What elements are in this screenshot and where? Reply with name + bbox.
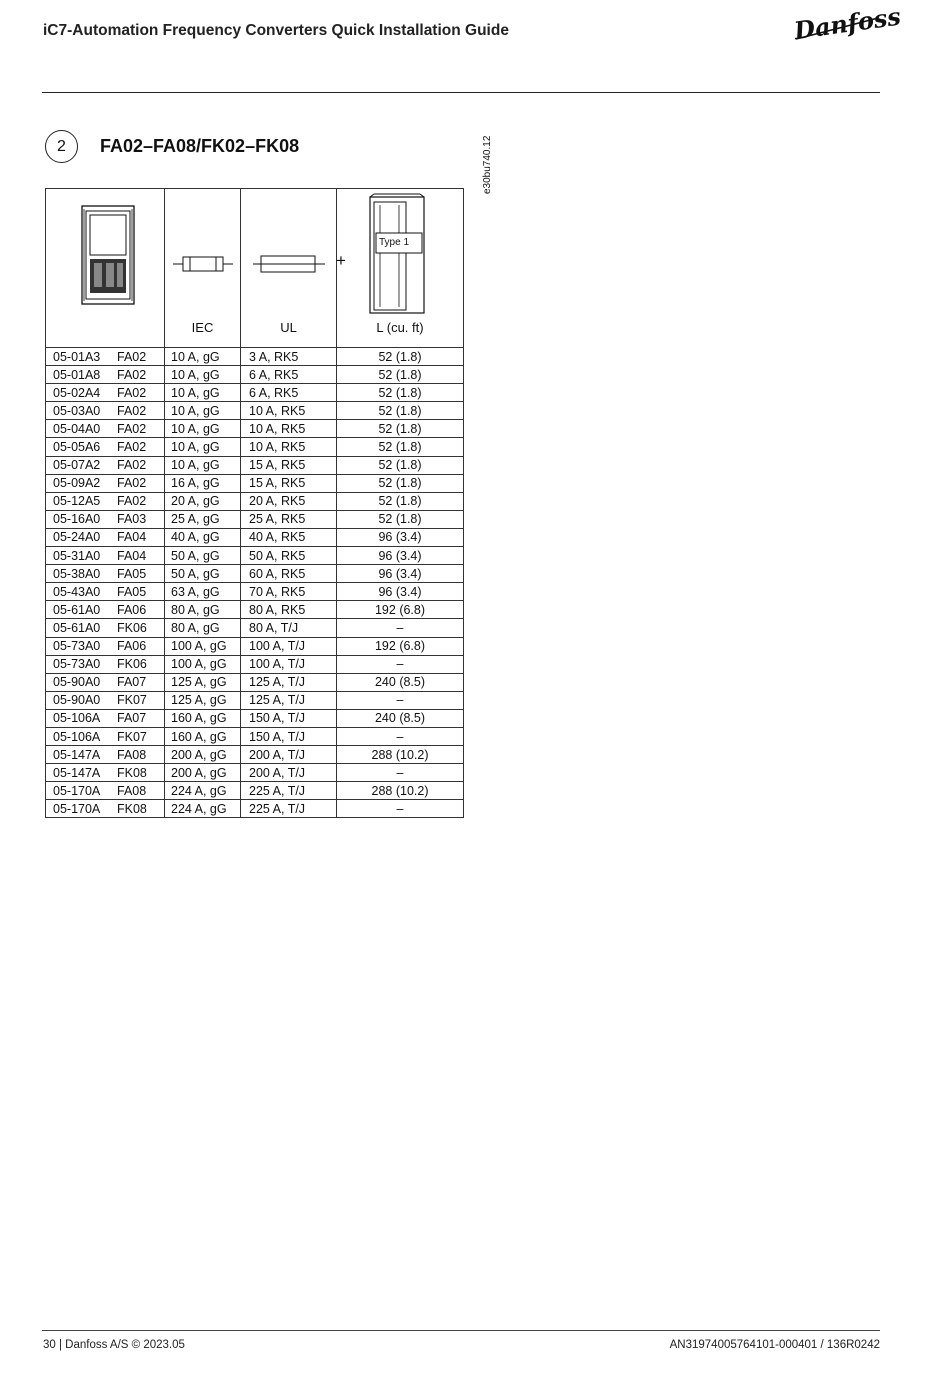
model-cell (46, 547, 165, 565)
model-code: 05-43A0 (53, 584, 101, 599)
enclosure-volume-cell: 52 (1.8) (337, 402, 464, 420)
iec-fuse-cell: 125 A, gG (165, 673, 241, 691)
table-row (46, 547, 464, 565)
frame-size: FK06 (117, 657, 147, 672)
frame-size: FA02 (117, 367, 147, 382)
iec-fuse-cell: 20 A, gG (165, 492, 241, 510)
enclosure-volume-cell: 52 (1.8) (337, 366, 464, 384)
enclosure-volume-cell: 52 (1.8) (337, 438, 464, 456)
model-cell (46, 727, 165, 745)
model-cell (46, 438, 165, 456)
model-code: 05-73A0 (53, 657, 101, 672)
ul-fuse-cell: 40 A, RK5 (241, 528, 337, 546)
table-row (46, 637, 464, 655)
table-row (46, 565, 464, 583)
iec-fuse-cell: 40 A, gG (165, 528, 241, 546)
table-row (46, 619, 464, 637)
ul-fuse-cell: 150 A, T/J (241, 727, 337, 745)
model-code: 05-12A5 (53, 494, 101, 509)
model-code: 05-147A (53, 747, 101, 762)
model-code: 05-31A0 (53, 548, 101, 563)
enclosure-volume-cell: 96 (3.4) (337, 583, 464, 601)
iec-fuse-cell: 160 A, gG (165, 727, 241, 745)
model-code: 05-16A0 (53, 512, 101, 527)
enclosure-column-header (337, 189, 464, 348)
model-cell (46, 492, 165, 510)
model-code: 05-09A2 (53, 476, 101, 491)
model-cell (46, 637, 165, 655)
frame-size: FA06 (117, 639, 147, 654)
iec-fuse-cell: 224 A, gG (165, 800, 241, 818)
footer-divider (42, 1330, 880, 1331)
iec-fuse-cell: 224 A, gG (165, 782, 241, 800)
model-code: 05-02A4 (53, 385, 101, 400)
model-cell (46, 348, 165, 366)
enclosure-volume-cell: 96 (3.4) (337, 565, 464, 583)
enclosure-volume-cell: – (337, 727, 464, 745)
model-cell (46, 402, 165, 420)
iec-fuse-cell: 10 A, gG (165, 438, 241, 456)
enclosure-volume-cell: 240 (8.5) (337, 673, 464, 691)
ul-fuse-cell: 60 A, RK5 (241, 565, 337, 583)
model-code: 05-90A0 (53, 675, 101, 690)
table-row (46, 402, 464, 420)
table-row (46, 528, 464, 546)
ul-fuse-cell: 200 A, T/J (241, 746, 337, 764)
model-code: 05-90A0 (53, 693, 101, 708)
iec-fuse-cell: 10 A, gG (165, 456, 241, 474)
frame-size: FK06 (117, 620, 147, 635)
enclosure-volume-cell: 52 (1.8) (337, 420, 464, 438)
model-code: 05-38A0 (53, 566, 101, 581)
model-cell (46, 474, 165, 492)
table-row (46, 438, 464, 456)
iec-fuse-cell: 10 A, gG (165, 348, 241, 366)
iec-fuse-cell: 80 A, gG (165, 601, 241, 619)
ul-fuse-cell: 10 A, RK5 (241, 402, 337, 420)
enclosure-volume-cell: 192 (6.8) (337, 601, 464, 619)
iec-fuse-cell: 10 A, gG (165, 402, 241, 420)
enclosure-volume-cell: 52 (1.8) (337, 510, 464, 528)
iec-column-header (165, 189, 241, 348)
model-cell (46, 619, 165, 637)
ul-header-label: UL (280, 320, 297, 335)
ul-fuse-cell: 80 A, RK5 (241, 601, 337, 619)
frame-size: FK08 (117, 801, 147, 816)
ul-fuse-cell: 200 A, T/J (241, 764, 337, 782)
table-row (46, 366, 464, 384)
frame-size: FA02 (117, 458, 147, 473)
frame-size: FK08 (117, 765, 147, 780)
enclosure-volume-cell: 96 (3.4) (337, 547, 464, 565)
model-code: 05-04A0 (53, 421, 101, 436)
frame-size: FA06 (117, 602, 147, 617)
model-cell (46, 782, 165, 800)
frame-size: FA02 (117, 385, 147, 400)
frame-size: FA07 (117, 675, 147, 690)
table-row (46, 727, 464, 745)
model-code: 05-170A (53, 801, 101, 816)
iec-fuse-cell: 63 A, gG (165, 583, 241, 601)
table-row (46, 348, 464, 366)
ul-fuse-cell: 3 A, RK5 (241, 348, 337, 366)
frame-size: FK07 (117, 729, 147, 744)
iec-fuse-cell: 125 A, gG (165, 691, 241, 709)
iec-fuse-cell: 16 A, gG (165, 474, 241, 492)
table-row (46, 800, 464, 818)
table-row (46, 691, 464, 709)
enclosure-volume-cell: 52 (1.8) (337, 492, 464, 510)
iec-fuse-cell: 160 A, gG (165, 709, 241, 727)
iec-fuse-cell: 10 A, gG (165, 366, 241, 384)
drive-illustration-cell (46, 189, 165, 348)
table-row (46, 764, 464, 782)
ul-fuse-cell: 10 A, RK5 (241, 438, 337, 456)
model-cell (46, 583, 165, 601)
type1-label: Type 1 (379, 237, 410, 248)
frame-size: FA02 (117, 421, 147, 436)
table-row (46, 510, 464, 528)
iec-fuse-icon (165, 189, 241, 347)
table-row (46, 782, 464, 800)
model-cell (46, 764, 165, 782)
enclosure-volume-cell: 240 (8.5) (337, 709, 464, 727)
ul-fuse-cell: 70 A, RK5 (241, 583, 337, 601)
table-row (46, 384, 464, 402)
enclosure-cabinet-icon (337, 189, 464, 347)
ul-fuse-icon (241, 189, 337, 347)
ul-fuse-cell: 80 A, T/J (241, 619, 337, 637)
ul-fuse-cell: 100 A, T/J (241, 655, 337, 673)
frame-size: FA04 (117, 548, 147, 563)
ul-fuse-cell: 25 A, RK5 (241, 510, 337, 528)
ul-fuse-cell: 20 A, RK5 (241, 492, 337, 510)
frame-size: FA08 (117, 783, 147, 798)
model-code: 05-61A0 (53, 602, 101, 617)
model-code: 05-24A0 (53, 530, 101, 545)
table-row (46, 746, 464, 764)
frame-size: FA05 (117, 566, 147, 581)
model-cell (46, 673, 165, 691)
frame-size: FA05 (117, 584, 147, 599)
frame-size: FA02 (117, 403, 147, 418)
plus-sign: + (336, 251, 346, 270)
iec-fuse-cell: 10 A, gG (165, 384, 241, 402)
model-cell (46, 601, 165, 619)
enclosure-volume-cell: 192 (6.8) (337, 637, 464, 655)
iec-fuse-cell: 200 A, gG (165, 764, 241, 782)
ul-fuse-cell: 15 A, RK5 (241, 474, 337, 492)
model-cell (46, 565, 165, 583)
table-row (46, 655, 464, 673)
model-cell (46, 456, 165, 474)
enclosure-volume-cell: 96 (3.4) (337, 528, 464, 546)
enclosure-volume-cell: – (337, 764, 464, 782)
section-number: 2 (45, 130, 78, 163)
header-divider (42, 92, 880, 93)
table-row (46, 583, 464, 601)
frame-size: FK07 (117, 693, 147, 708)
ul-fuse-cell: 15 A, RK5 (241, 456, 337, 474)
model-cell (46, 384, 165, 402)
model-cell (46, 800, 165, 818)
model-cell (46, 709, 165, 727)
frame-size: FA02 (117, 349, 147, 364)
enclosure-volume-cell: 52 (1.8) (337, 384, 464, 402)
ul-column-header (241, 189, 346, 348)
footer-document-number: AN31974005764101-000401 / 136R0242 (669, 1339, 880, 1351)
iec-fuse-cell: 100 A, gG (165, 655, 241, 673)
model-code: 05-106A (53, 729, 101, 744)
ul-fuse-cell: 100 A, T/J (241, 637, 337, 655)
ul-fuse-cell: 10 A, RK5 (241, 420, 337, 438)
iec-fuse-cell: 10 A, gG (165, 420, 241, 438)
table-row (46, 420, 464, 438)
iec-fuse-cell: 100 A, gG (165, 637, 241, 655)
document-title: iC7-Automation Frequency Converters Quick Installation Guide (43, 22, 509, 39)
model-code: 05-61A0 (53, 620, 101, 635)
frame-size: FA07 (117, 711, 147, 726)
ul-fuse-cell: 6 A, RK5 (241, 384, 337, 402)
enclosure-volume-cell: – (337, 691, 464, 709)
figure-code: e30bu740.12 (482, 135, 493, 194)
model-code: 05-07A2 (53, 458, 101, 473)
table-row (46, 492, 464, 510)
volume-header-label: L (cu. ft) (376, 320, 424, 335)
frame-size: FA04 (117, 530, 147, 545)
iec-fuse-cell: 25 A, gG (165, 510, 241, 528)
model-code: 05-05A6 (53, 440, 101, 455)
iec-header-label: IEC (191, 320, 214, 335)
enclosure-volume-cell: 52 (1.8) (337, 348, 464, 366)
enclosure-volume-cell: 52 (1.8) (337, 474, 464, 492)
frame-size: FA02 (117, 476, 147, 491)
model-code: 05-147A (53, 765, 101, 780)
iec-fuse-cell: 50 A, gG (165, 565, 241, 583)
enclosure-volume-cell: – (337, 800, 464, 818)
iec-fuse-cell: 80 A, gG (165, 619, 241, 637)
footer-page-info: 30 | Danfoss A/S © 2023.05 (43, 1339, 185, 1351)
ul-fuse-cell: 125 A, T/J (241, 691, 337, 709)
drive-unit-icon (46, 189, 165, 347)
model-code: 05-01A8 (53, 367, 101, 382)
model-code: 05-01A3 (53, 349, 101, 364)
ul-fuse-cell: 6 A, RK5 (241, 366, 337, 384)
iec-fuse-cell: 50 A, gG (165, 547, 241, 565)
frame-size: FA08 (117, 747, 147, 762)
ul-fuse-cell: 50 A, RK5 (241, 547, 337, 565)
model-cell (46, 691, 165, 709)
ul-fuse-cell: 225 A, T/J (241, 782, 337, 800)
model-cell (46, 746, 165, 764)
model-code: 05-03A0 (53, 403, 101, 418)
model-cell (46, 528, 165, 546)
table-row (46, 673, 464, 691)
table-header-row (46, 189, 464, 348)
model-cell (46, 420, 165, 438)
model-code: 05-73A0 (53, 639, 101, 654)
table-row (46, 601, 464, 619)
danfoss-logo (792, 1, 903, 46)
model-cell (46, 655, 165, 673)
table-row (46, 474, 464, 492)
enclosure-volume-cell: 288 (10.2) (337, 746, 464, 764)
svg-text:Danfoss: Danfoss (792, 1, 903, 46)
fuse-table (45, 188, 464, 818)
enclosure-volume-cell: – (337, 655, 464, 673)
model-code: 05-170A (53, 783, 101, 798)
frame-size: FA02 (117, 440, 147, 455)
enclosure-volume-cell: 52 (1.8) (337, 456, 464, 474)
enclosure-volume-cell: – (337, 619, 464, 637)
table-row (46, 456, 464, 474)
model-cell (46, 510, 165, 528)
model-code: 05-106A (53, 711, 101, 726)
ul-fuse-cell: 225 A, T/J (241, 800, 337, 818)
section-title: FA02–FA08/FK02–FK08 (100, 136, 300, 156)
ul-fuse-cell: 150 A, T/J (241, 709, 337, 727)
enclosure-volume-cell: 288 (10.2) (337, 782, 464, 800)
iec-fuse-cell: 200 A, gG (165, 746, 241, 764)
table-row (46, 709, 464, 727)
model-cell (46, 366, 165, 384)
ul-fuse-cell: 125 A, T/J (241, 673, 337, 691)
frame-size: FA03 (117, 512, 147, 527)
frame-size: FA02 (117, 494, 147, 509)
